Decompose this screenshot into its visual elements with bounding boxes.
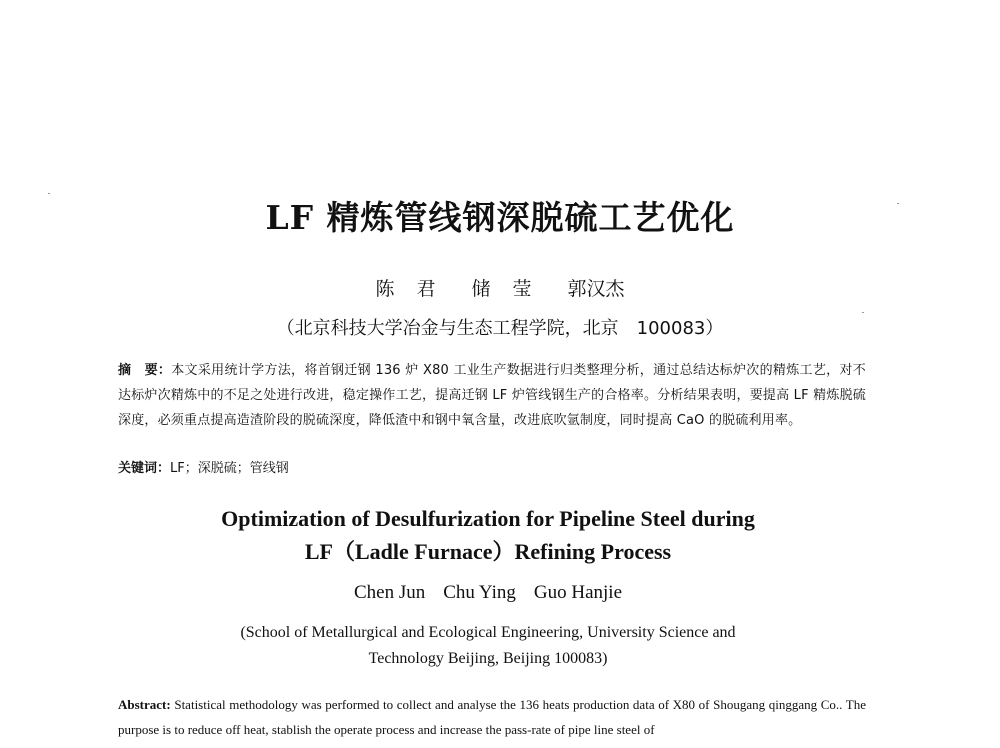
english-author-3: Guo Hanjie (533, 582, 623, 603)
chinese-authors (0, 276, 1000, 302)
chinese-abstract (118, 358, 866, 433)
scan-speck (48, 193, 50, 194)
english-abstract (118, 692, 866, 742)
english-affiliation-line-1: (School of Metallurgical and Ecological Engineering, University Science and (240, 624, 736, 641)
chinese-abstract-label: 摘 要： (118, 363, 172, 378)
chinese-author-1-part-2: 君 (416, 278, 436, 300)
chinese-affiliation: （北京科技大学冶金与生态工程学院，北京 100083） (276, 318, 724, 339)
chinese-keywords-text: LF；深脱硫；管线钢 (170, 461, 289, 476)
english-author-2: Chu Ying (443, 582, 516, 603)
english-author-1: Chen Jun (353, 582, 426, 603)
chinese-author-2-part-2: 莹 (512, 278, 532, 300)
chinese-author-3: 郭汉杰 (567, 278, 625, 300)
english-abstract-label: Abstract: (118, 697, 171, 712)
english-affiliation (0, 620, 976, 672)
chinese-keywords (118, 457, 289, 481)
chinese-author-2-part-1: 储 (471, 278, 491, 300)
chinese-author-1-part-1: 陈 (375, 278, 395, 300)
english-authors (0, 580, 976, 606)
english-affiliation-line-2: Technology Beijing, Beijing 100083) (368, 650, 608, 667)
chinese-title: LF 精炼管线钢深脱硫工艺优化 (265, 198, 735, 237)
scan-speck (862, 312, 864, 313)
chinese-keywords-label: 关键词： (118, 461, 171, 476)
english-title-line-1: Optimization of Desulfurization for Pipeline Steel during (221, 506, 755, 531)
english-title (0, 502, 976, 568)
chinese-abstract-text: 本文采用统计学方法，将首钢迁钢 136 炉 X80 工业生产数据进行归类整理分析，通过总结达标炉次的精炼工艺，对不达标炉次精炼中的不足之处进行改进，稳定操作工艺，提高迁钢 LF 炉管线钢生产的合格率。分析结果表明，要提高 LF 精炼脱硫深度，必须重点提高造渣阶段的脱硫深度，降低渣中和钢中氧含量，改进底吹氩制度，同时提高 CaO 的脱硫利用率。 (118, 363, 866, 428)
english-abstract-text: Statistical methodology was performed to collect and analyse the 136 heats production data of X80 of Shougang qinggang Co.. The purpose is to reduce off heat, stablish the operate process and increase the pass-rate of pipe line steel of (118, 697, 866, 737)
english-title-line-2: LF（Ladle Furnace）Refining Process (304, 539, 672, 564)
